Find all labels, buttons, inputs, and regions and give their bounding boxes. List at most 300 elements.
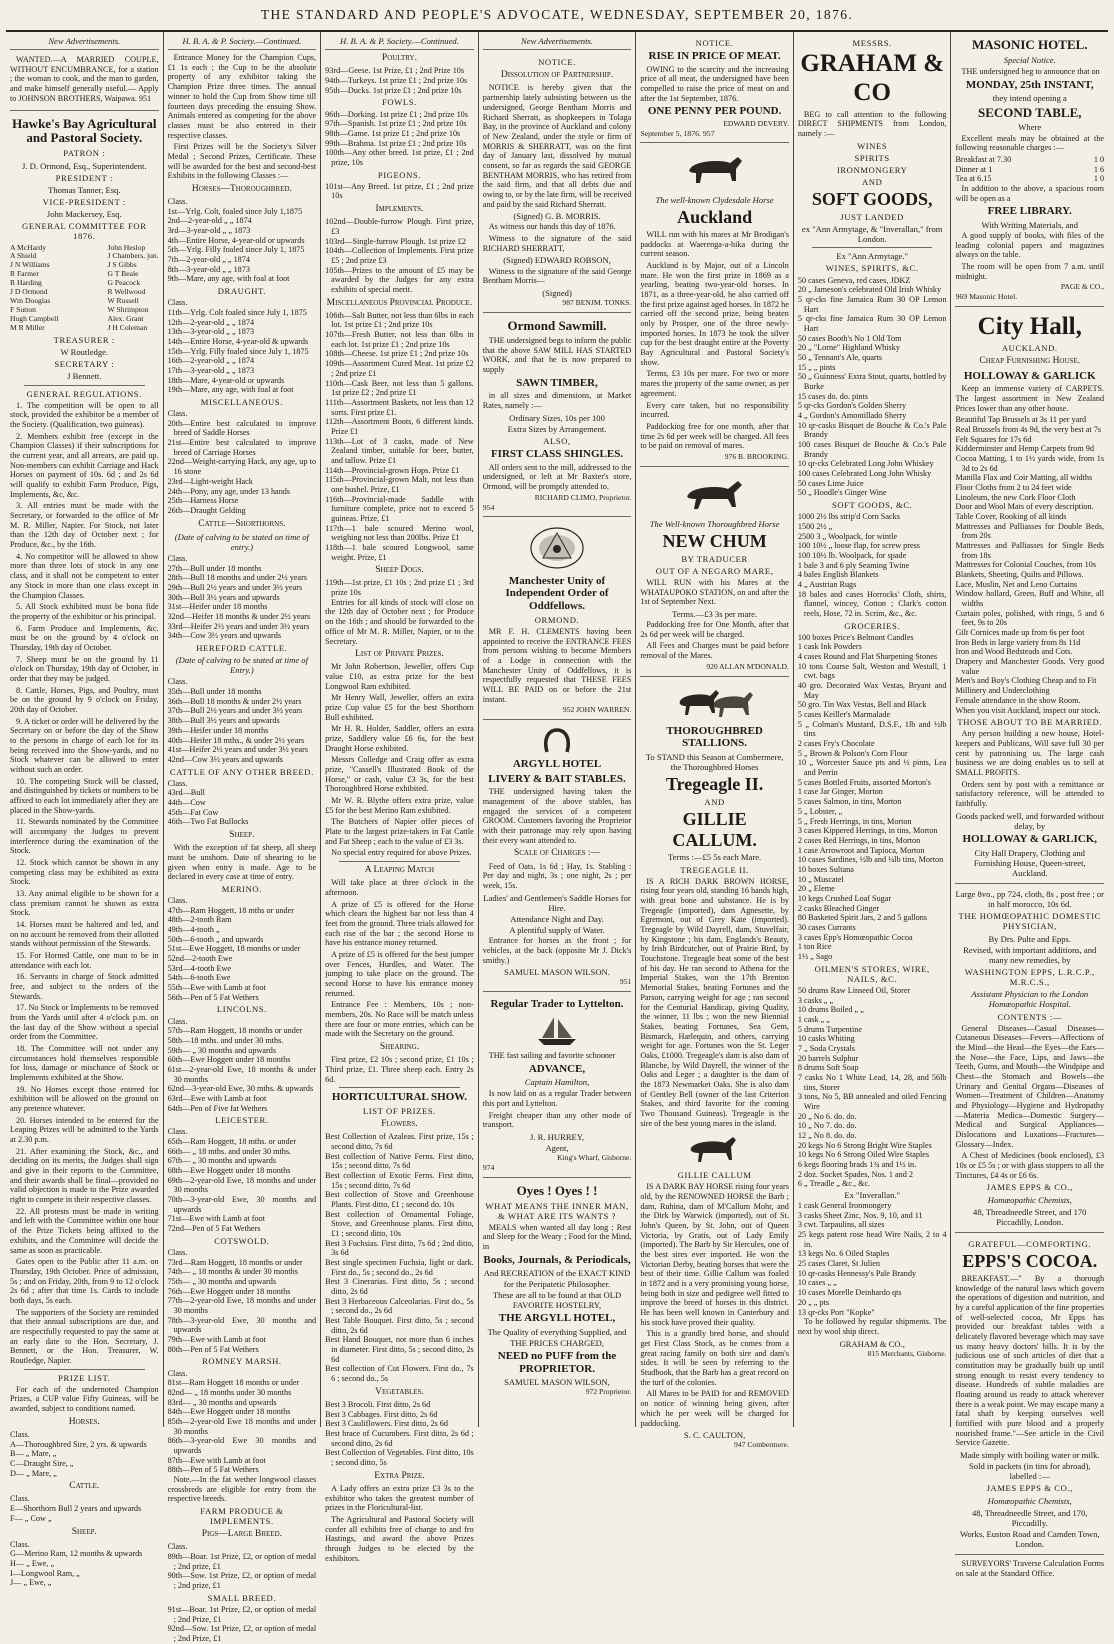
stock-item: 10 qr-cks Celebrated Long John Whiskey <box>797 459 934 469</box>
class-item: 39th—Heifer under 18 months <box>167 725 269 735</box>
tregeagle-subheading: TREGEAGLE II. <box>680 864 749 875</box>
class-item: 97th—Spanish. 1st prize £1 ; 2nd prize 10s <box>325 119 467 129</box>
class-item: 74th— „ 18 months & under 30 months <box>167 1267 298 1277</box>
shorthorns-classes <box>168 554 317 641</box>
class-item: 118th—1 bale scoured Longwool, same weight. Prize, £1 <box>325 542 474 562</box>
stock-item: 2500 3 „ Woolpack, for wintle <box>797 531 898 541</box>
class-item: Class. <box>167 1127 188 1137</box>
paragraph: Terms, £3 10s per mare. For two or more mares the property of the same owner, as per agreement. <box>640 369 789 398</box>
stock-item: 13 kegs No. 6 Oiled Staples <box>797 1249 890 1259</box>
regulation: 6. Farm Produce and Implements, &c. must be on the ground by 4 o'clock on Thursday, 19th day of October. <box>10 623 159 652</box>
lincoln-classes <box>168 1017 317 1114</box>
class-item: 109th—Assortment Cured Meat. 1st prize £2 ; 2nd prize £1 <box>325 359 474 378</box>
class-item: Class. <box>167 1247 188 1257</box>
regulation: 8. Cattle, Horses, Pigs, and Poultry, must be on the ground by 9 o'clock on Friday, 20th day of October. <box>10 685 159 714</box>
entrance-text: Entrance for horses as the front ; for vehicles, at the back (opposite Mr J. Dick's smithy.) <box>482 936 632 965</box>
stock-item: 10 kegs No 6 Strong Oiled Wire Staples <box>797 1150 930 1160</box>
saddle-horses: Ladies' and Gentlemen's Saddle Horses for Hire. <box>483 892 631 913</box>
miscellaneous-heading: MISCELLANEOUS. <box>200 396 283 407</box>
ad-number: 972 Proprietor. <box>585 1387 632 1397</box>
two-horses-icon <box>640 685 789 721</box>
stock-item: 4 „ Gordon's Amontillado Sherry <box>797 411 907 421</box>
hereford-heading: HEREFORD CATTLE. <box>196 643 288 654</box>
sheep-dogs-classes <box>325 578 474 597</box>
city-hall-heading: City Hall, <box>977 312 1082 340</box>
second-table: SECOND TABLE, <box>977 104 1082 120</box>
regulation: Gates open to the Public after 11 a.m. on Thursday, 19th October. Price of admission, 5s ; and on Friday, 20th, from 9 to 12 o'clock 2s 6d ; after that time 1s. Cards to include both days, 5s each. <box>10 1257 159 1305</box>
open-text: The room will be open from 7 a.m. until midnight. <box>955 262 1105 281</box>
cattle-heading: Cattle. <box>69 1481 100 1492</box>
class-item: D— „ Mare, „ <box>10 1468 57 1478</box>
stock-item: 3 casks Sheet Zinc, Nos. 9, 10, and 11 <box>797 1210 923 1220</box>
private-prize: No special entry required for above Prizes. <box>331 848 472 858</box>
shearing-heading: Shearing. <box>379 1042 420 1053</box>
class-item: Class. <box>167 896 188 906</box>
thoroughbred-heading: Horses—Thoroughbred. <box>191 183 292 194</box>
stock-item: 5 „ Fresh Herrings, in tins, Morton <box>797 816 912 826</box>
private-prize: Mr W. R. Blythe offers extra prize, value £5 for the best Merino Ram exhibited. <box>325 796 474 815</box>
class-item: 24th—Pony, any age, under 13 hands <box>167 486 291 496</box>
stock-item: 3 cwt. Tarpaulins, all sizes <box>797 1220 885 1230</box>
leaping-heading: A Leaping Match <box>364 865 435 876</box>
stock-item: Manilla Flax and Coir Matting, all widths <box>955 473 1093 483</box>
meals-text: Excellent meals may be obtained at the following reasonable charges :— <box>955 133 1105 153</box>
stock-item: 50 „ Hoodle's Ginger Wine <box>797 488 887 498</box>
class-item: 26th—Draught Gelding <box>167 505 246 515</box>
stock-item: 100 10½ „ loose flap, for screw press <box>797 541 920 551</box>
class-item: 5th—Yrlg. Filly foaled since July 1, 1875 <box>167 245 305 255</box>
paragraph: A prize of £5 is offered for the best jumper over Fences, Hurdles, and Water. The jumping to take place on the ground. The second Horse to have his entrance money returned. <box>325 950 474 998</box>
committee-member: J Chambers, jun. <box>107 251 159 261</box>
class-item: 106th—Salt Butter, not less than 6lbs in each lot. 1st prize £1 ; 2nd prize 10s <box>325 310 474 330</box>
stock-item: 50 „ Tennant's Ale, quarts <box>797 352 883 362</box>
oyes-question: WHAT MEANS THE INNER MAN, & WHAT ARE ITS WANTS ? <box>485 1200 629 1221</box>
stock-item: Mattresses and Palliasses for Double Beds, from 20s <box>955 521 1105 541</box>
graham-ad <box>798 34 947 1363</box>
stock-item: 1000 2½ lbs strip'd Corn Sacks <box>797 512 900 522</box>
class-item: Best Collection of Azaleas. First prize, 15s ; second ditto, 7s 6d <box>325 1132 474 1151</box>
stock-item: 10 boxes Sultana <box>797 864 854 874</box>
stallions-ad <box>640 679 789 1455</box>
argyll-heading: ARGYLL HOTEL <box>512 758 602 771</box>
column-5 <box>636 32 794 1450</box>
class-item: 64th—Pen of Five fat Wethers <box>167 1103 268 1113</box>
class-item: Best 3 Brocoli. First ditto, 2s 6d <box>325 1399 431 1409</box>
class-item: 7th—2-year-old „ „ 1874 <box>167 255 250 265</box>
regulation: 5. All Stock exhibited must be bona fide the property of the exhibitor or his principal. <box>10 602 159 621</box>
stock-item: 5 „ Lobster, „ <box>797 806 843 816</box>
and-line: AND <box>861 177 883 188</box>
committee-member: J H Coleman <box>107 323 148 333</box>
followed-text: To be followed by regular shipments. The next by wool ship direct. <box>797 1317 947 1336</box>
stock-item: 50 cases Lime Juice <box>797 478 864 488</box>
gillie-callum-text: IS A DARK BAY HORSE rising four years old, by the RENOWNED HORSE the Barb ; dam, Ruhina, dam of M'Callum Mohr, and the Dirk by Warwick (imported), out of St. John's Queen, by St. John, out of Queen Victoria, by Gratis, out of Lady Emily (imported). The Barb by Sir Hercules, one of the best sires ever imported. He won the Victorian Derby, beating horses that were the best of their time. Gillie Callum was foaled in 1872 and is a very promising young horse, being both in size and pedigree well fitted to improve the breed of horses in this district. He has been well known in Canterbury and his stock have proved their quality. <box>640 1182 789 1327</box>
stock-item: Millinery and Underclothing <box>955 686 1050 696</box>
medicine-chest: A Chest of Medicines (book enclosed), £3 10s or £5 5s ; or with glass stoppers to all the Tinctures, £4 4s or £6 6s. <box>955 1151 1105 1180</box>
schooner-icon <box>483 1015 632 1047</box>
column-header: New Advertisements. <box>10 34 159 50</box>
divider <box>24 1369 145 1370</box>
oyes-ad <box>483 1180 632 1402</box>
soft-goods-subheading: SOFT GOODS, &C. <box>831 500 913 511</box>
class-item: Best 3 Cinerarias. First ditto, 5s ; second ditto, 2s 6d <box>325 1277 474 1297</box>
regulation: 10. The competing Stock will be classed, and distinguished by tickets or numbers to be affixed to each lot immediately after they are placed in the Show-yards. <box>10 776 159 815</box>
class-item: 85th—2-year-old Ewe 18 months and under 30 months <box>167 1416 317 1436</box>
class-item: 14th—Entire Horse, 4-year-old & upwards <box>167 336 309 346</box>
shorthorns-heading: Cattle—Shorthorns. <box>198 518 286 529</box>
committee-member: J S Gibbs <box>107 260 137 270</box>
class-item: 47th—Ram Hoggett, 18 mths or under <box>167 905 295 915</box>
regulation: 2. Members exhibit free (except in the Champion Classes) if their subscriptions for the current year, and all arrears, are paid up. Non-members can exhibit Carriage and Hack Horses on payment of 10s. 6d ; and 2s 6d will qualify to exhibit Farm Produce, Pigs, Implements, &c, &c. <box>10 431 159 499</box>
sheep-heading: Sheep. <box>229 830 255 841</box>
stock-item: 4 „ Austrian Rugs <box>797 579 857 589</box>
committee-member: A Shield <box>10 251 37 261</box>
stock-item: 1500 2½ „ <box>797 521 833 531</box>
found-line: These are all to be found at that OLD FAVORITE HOSTELRY, <box>492 1289 622 1310</box>
stock-item: 3 cases Epp's Homœopathic Cocoa <box>797 932 913 942</box>
paragraph: Paddocking free for one month, after that time 2s 6d per week will be charged. All fees to be paid on removal of mares. <box>640 421 789 451</box>
class-item: 119th—1st prize, £1 10s ; 2nd prize £1 ; 3rd prize 10s <box>325 578 474 598</box>
stock-item: 50 gro. Tin Wax Vestas, Bell and Black <box>797 700 927 710</box>
paragraph: Will take place at three o'clock in the afternoon. <box>325 878 474 898</box>
signature: SAMUEL MASON WILSON. <box>504 967 610 978</box>
stock-item: 5 drums Turpentine <box>797 1024 863 1034</box>
quality-line: The Quality of everything Supplied, and <box>487 1326 627 1337</box>
committee-member: R Harding <box>10 278 42 288</box>
holloway-text: Keep an immense variety of CARPETS. The largest assortment in New Zealand Prices lower than any other house. <box>955 384 1105 413</box>
stock-item: 50 cases Booth's No 1 Old Tom <box>797 333 902 343</box>
class-item: 80th—Pen of 5 Fat Wethers <box>167 1344 259 1354</box>
signature: HOLLOWAY & GARLICK, <box>962 832 1098 845</box>
stock-item: Iron and Wood Bedsteads and Cots. <box>955 647 1073 657</box>
class-item: 71st—Ewe with Lamb at foot <box>167 1214 265 1224</box>
lyttelton-ad <box>483 994 632 1177</box>
farm-produce-heading: FARM PRODUCE & IMPLEMENTS. <box>200 1505 284 1527</box>
thoroughbred-classes <box>168 197 317 284</box>
columns <box>6 32 1108 1643</box>
class-item: 73rd—Ram Hoggett, 18 months or under <box>167 1257 303 1267</box>
meat-ad <box>640 34 789 143</box>
date-line: September 5, 1876. 957 <box>640 129 715 139</box>
city-hall-place: AUCKLAND. <box>1001 343 1058 354</box>
class-item: 102nd—Double-furrow Plough. First prize, £3 <box>325 217 474 236</box>
entries-note: Entries for all kinds of stock will close on the 12th day of October next ; for Produce on the 16th ; and should be forwarded to the office of Mr M. R. Miller, Napier, or to the Secretary. <box>325 597 474 646</box>
class-item: Best collection of Native Ferns. First ditto, 15s ; second ditto, 7s 6d <box>325 1151 474 1171</box>
class-item: 75th— „ 30 months and upwards <box>167 1276 277 1286</box>
charge-label: Breakfast at 7.30 <box>955 154 1012 164</box>
scale-heading: Scale of Charges :— <box>513 848 601 859</box>
class-item: 66th— „ 18 mths. and under 30 mths. <box>167 1146 292 1156</box>
argyll-text: THE undersigned having taken the management of the above stables, has engaged the services of a competent GROOM. Customers favoring the Proprietor with their patronage may rely upon having their every want attended to. <box>482 787 632 845</box>
signature: (Signed) <box>542 287 572 298</box>
column-header: H. B. A. & P. Society.—Continued. <box>325 34 474 50</box>
charge-row <box>955 174 1104 184</box>
stock-item: 50 „ Guinness' Extra Stout, quarts, bottled by Burke <box>797 372 947 391</box>
goods-line: Goods packed well, and forwarded without delay, by <box>955 810 1104 831</box>
class-item: Class. <box>167 1542 188 1552</box>
charge-row <box>955 155 1104 165</box>
class-item: 114th—Provincial-grown Hops. Prize £1 <box>325 465 460 475</box>
cocoa-made: Made simply with boiling water or milk. <box>959 1449 1100 1460</box>
class-item: 56th—Pen of 5 Fat Wethers <box>167 992 259 1002</box>
captain: Captain Hamilton, <box>524 1077 590 1088</box>
meat-heading: RISE IN PRICE OF MEAT. <box>648 50 781 63</box>
sawmill-sizes: in all sizes and dimensions, at Market Rates, namely :— <box>482 391 632 410</box>
stallions-text: To STAND this Season at Combermere, the Thoroughbred Horses <box>645 752 784 773</box>
charge-price: 1 6 <box>1093 164 1105 174</box>
prices-line: THE PRICES CHARGED, <box>510 1337 604 1348</box>
stock-item: 10 cases „ „ <box>797 1278 837 1288</box>
stock-item: 1 ton Rice <box>797 942 832 952</box>
meat-price: ONE PENNY PER POUND. <box>647 105 782 118</box>
committee-member: A McHardy <box>10 242 47 252</box>
class-item: 53rd—4-tooth Ewe <box>167 963 232 973</box>
sheep-dogs-heading: Sheep Dogs. <box>375 565 424 576</box>
merino-heading: MERINO. <box>221 883 262 894</box>
partnership-ad <box>483 53 632 313</box>
other-breed-heading: CATTLE OF ANY OTHER BREED. <box>169 766 314 777</box>
and-line: AND <box>704 796 725 807</box>
stock-item: 50 drums Raw Linseed Oil, Storer <box>797 985 911 995</box>
secretary: J Bennett. <box>67 371 102 382</box>
hereford-classes <box>168 677 317 764</box>
class-item: 52nd—2-tooth Ewe <box>167 954 233 964</box>
sheep-classes <box>10 1540 159 1588</box>
dissolution-text: NOTICE is hereby given that the partnership lately subsisting between us the undersigned, George Bentham Morris and Richard Sherratt, as shopkeepers in Tolaga Bay, in the province of Auckland and colony of New Zealand, under the style or firm of MORRIS & SHERRATT, was on the first day of January last, dissolved by mutual consent, so far as regards the said GEORGE BENTHAM MORRIS, who has retired from the said firm, and that all debts due and owing to, or by the late firm, will be received and paid by the said Richard Sherratt. <box>482 83 632 209</box>
books-line: Books, Journals, & Periodicals, <box>483 1253 631 1266</box>
class-item: 35th—Bull under 18 months <box>167 687 262 697</box>
class-item: 54th—6-tooth Ewe <box>167 973 231 983</box>
stock-item: 50 cases Geneva, red cases, JDKZ <box>797 275 911 285</box>
regulation: 1. The competition will be open to all stock, provided the exhibitor be a member of the Society. (Qualification, two guineas). <box>10 400 159 430</box>
stock-item: 1 bale 3 and 6 ply Seaming Twine <box>797 560 910 570</box>
sawmill-orders: All orders sent to the mill, addressed to the undersigned, or left at Mr Baxter's store, Ormond, will be promptly attended to. <box>482 462 632 491</box>
works-address: Works, Euston Road and Camden Town, London. <box>959 1528 1100 1550</box>
stock-item: 2 doz. Socket Spades, Nos. 1 and 2 <box>797 1169 913 1179</box>
class-item: 29th—Bull 2½ years and under 3½ years <box>167 583 303 593</box>
firm-address: 48, Threadneedle Street, and 170, Piccadilly. <box>971 1507 1088 1528</box>
ordinary-sizes: Ordinary Sizes, 10s per 100 <box>509 412 605 423</box>
divider <box>812 247 933 248</box>
stock-item: 20 „ „ pts <box>797 1297 830 1307</box>
committee-names <box>10 244 159 334</box>
regulations-list <box>10 401 159 1366</box>
stock-item: 8 drums Soft Soap <box>797 1063 859 1073</box>
class-item: Best Hand Bouquet, not more than 6 inches in diameter. First ditto, 5s ; second ditto, 2s 6d <box>325 1335 474 1364</box>
class-item: 17th—3-year-old „ „ 1873 <box>167 365 255 375</box>
class-item: 22nd—Weight-carrying Hack, any age, up to 16 stone <box>167 457 317 477</box>
new-chum-heading: NEW CHUM <box>662 530 767 551</box>
gillie-callum-text-2: This is a grandly bred horse, and should get First Class Stock, as he comes from a great racing family on both sire and dam's sides. It will be seen by referring to the Studbook, that the Barb has a great record on the turf of the colonies. <box>640 1329 789 1387</box>
free-library: FREE LIBRARY. <box>987 205 1072 218</box>
class-item: 91st—Boar. 1st Prize, £2, or option of medal ; 2nd Prize, £1 <box>167 1604 317 1624</box>
class-item: 63rd—Ewe with Lamb at foot <box>167 1093 267 1103</box>
regulation: 21. After examining the Stock, &c., and deciding on its merits, the Judges shall sign and give in their reports to the Committee, and their awards shall be final—provided no valid objection is made to the Prize awarded right to compete in their respective classes. <box>10 1146 159 1205</box>
signature: PAGE & CO., <box>1060 282 1105 292</box>
firm-address: 48, Threadneedle Street, and 170 Piccadilly, London. <box>973 1206 1087 1227</box>
stock-item: Floor Cloths from 2 to 24 feet wide <box>955 483 1072 493</box>
epps-cocoa-ad <box>955 1235 1104 1555</box>
society-ad <box>10 113 159 1593</box>
stock-item: 100 10½ lb. Woolpack, for spade <box>797 550 907 560</box>
revised-line: Revised, with important additions, and many new remedies, by <box>963 944 1097 965</box>
stock-item: Mattresses for Colonial Couches, from 10s <box>955 560 1096 570</box>
class-item: 50th—6-tooth „ and upwards <box>167 934 264 944</box>
class-item: Class. <box>10 1494 30 1504</box>
stock-item: 10 tons Coarse Salt, Weston and Westall, 1 cwt. bags <box>797 661 947 681</box>
class-item: 89th—Boar. 1st Prize, £2, or option of medal ; 2nd prize, £1 <box>167 1552 317 1571</box>
regulation: 4. No competitor will be allowed to show more than three lots of stock in any one class, and it shall not be competent to enter any Stock in more than one class except in the Champion Classes. <box>10 551 159 600</box>
tregeagle-heading: Tregeagle II. <box>665 774 764 795</box>
regulation: 13. Any animal eligible to be shown for a class premium cannot be shown as extra Stock. <box>10 888 159 918</box>
city-hall-ad <box>955 309 1104 884</box>
signature: RICHARD CLIMO, Proprietor. <box>534 492 632 502</box>
gillie-callum-subheading: GILLIE CALLUM <box>677 1170 752 1181</box>
committee-member: G T Beale <box>107 269 139 279</box>
stock-item: 10 qr-casks Bisquet de Bouche & Co.'s Pale Brandy <box>797 420 947 440</box>
stock-item: 5 „ Brown & Polson's Corn Flour <box>797 748 908 758</box>
stock-item: 20 kegs No 6 Strong Bright Wire Staples <box>797 1140 932 1150</box>
class-item: 40th—Heifer 18 mths., & under 2½ years <box>167 735 305 745</box>
also: ALSO, <box>543 435 571 446</box>
regulation: 14. Horses must be haltered and led, and on no account be removed from their allotted stands without permission of the Stewards. <box>10 920 159 949</box>
class-item: 4th—Entire Horse, 4-year-old or upwards <box>167 235 305 245</box>
ship-ex: Ex "Ann Armytage." <box>836 251 909 262</box>
stock-item: 4 bales English Blankets <box>797 570 879 580</box>
wines-list <box>798 276 947 498</box>
groceries-list <box>798 633 947 962</box>
spirits-line: SPIRITS <box>854 152 890 163</box>
stock-item: 1 case Jar Ginger, Morton <box>797 787 883 797</box>
treasurer-heading: TREASURER : <box>53 335 115 346</box>
stallions-heading: THOROUGHBRED STALLIONS. <box>666 724 763 750</box>
paragraph: Every care taken, but no responsibility incurred. <box>640 400 789 420</box>
class-item: 2nd—2-year-old „ „ 1874 <box>167 216 252 226</box>
stock-item: Iron Beds in large variety from 8s 11d <box>955 637 1081 647</box>
regulation: 18. The Committee will not under any circumstances hold themselves responsible for loss, damage or mischance of Stock or Implements exhibited at the Show. <box>10 1044 159 1083</box>
class-item: Class. <box>167 1368 188 1378</box>
fowls-heading: FOWLS. <box>382 97 417 108</box>
class-item: 60th—Ewe Hoggett under 18 months <box>167 1055 291 1065</box>
shingles: FIRST CLASS SHINGLES. <box>490 447 624 460</box>
regulation: 7. Sheep must be on the ground by 11 o'clock on Thursday, 19th day of October, in order that they may be judged. <box>10 654 159 683</box>
prize-list-heading: PRIZE LIST. <box>58 1372 111 1383</box>
lyttelton-heading: Regular Trader to Lyttelton. <box>490 998 624 1011</box>
divider <box>339 1087 460 1088</box>
auckland-horse-ad <box>640 145 789 467</box>
regulation: 22. All protests must be made in writing and left with the Committee within one hour of the Prize Tickets being affixed to the exhibits, and the Committee will decide the same as soon as practicable. <box>10 1206 159 1255</box>
stock-item: 100 cases Bisquet de Bouche & Co.'s Pale Brandy <box>797 440 947 459</box>
lodge-emblem-icon <box>483 525 632 571</box>
charge-price: 1 0 <box>1093 154 1105 164</box>
address: City Hall Drapery, Clothing and Furnishing House, Queen-street, Auckland. <box>973 847 1086 878</box>
cotswold-heading: COTSWOLD. <box>214 1235 270 1246</box>
stock-item: 100 cases Celebrated Long John Whisky <box>797 469 932 479</box>
intend-line: they intend opening a <box>992 93 1067 104</box>
vice-president-heading: VICE-PRESIDENT : <box>42 196 126 207</box>
crossbred-note: Note.—In the fat wether longwool classes crossbreds are eligible for entry from the respective breeds. <box>167 1474 317 1504</box>
fowls-classes <box>325 110 474 168</box>
secretary-heading: SECRETARY : <box>54 359 115 370</box>
class-item: 3rd—3-year-old „ „ 1873 <box>167 226 251 236</box>
stock-item: 1 case Arrowroot and Tapioca, Morton <box>797 845 925 855</box>
column-1 <box>6 32 164 1588</box>
committee-member: G Peacock <box>107 278 141 288</box>
stock-item: 6 kegs flooring brads 1¾ and 1½ in. <box>797 1159 917 1169</box>
signature: (Signed) EDWARD ROBSON, <box>503 255 611 266</box>
stock-item: 20 „ No 6. do. do. <box>797 1111 857 1121</box>
stock-item: 3 cases Kippered Herrings, in tins, Morton <box>797 826 938 836</box>
auckland-caption: The well-known Clydesdale Horse <box>655 195 774 206</box>
stock-item: 1½ „ Sago <box>797 951 833 961</box>
class-item: 11th—Yrlg. Colt foaled since July 1, 1875 <box>167 307 307 317</box>
charge-label: Tea at 6.15 <box>955 174 992 184</box>
paddocking-text: Paddocking free for One Month, after that 2s 6d per week will be charged. <box>640 620 789 639</box>
ad-number: 987 BENJM. TONKS. <box>562 298 632 307</box>
masonic-heading: MASONIC HOTEL. <box>971 37 1088 52</box>
stock-item: 5 cases Bottled Fruits, assorted Morton's <box>797 777 931 787</box>
class-item: 90th—Sow. 1st Prize, £2, or option of medal ; 2nd prize, £1 <box>167 1571 317 1591</box>
committee-heading: GENERAL COMMITTEE FOR 1876. <box>22 221 147 242</box>
stock-item: 10 cases Morelle Deinhardo qts <box>797 1288 902 1298</box>
class-item: Best single specimen Fuchsia, light or dark. First do., 5s ; second do., 2s 6d <box>325 1258 474 1277</box>
authors: By Drs. Pulte and Epps. <box>988 933 1072 944</box>
masthead: THE STANDARD AND PEOPLE'S ADVOCATE, WEDNESDAY, SEPTEMBER 20, 1876. <box>6 0 1108 32</box>
horse-icon <box>640 1132 789 1166</box>
regulations-heading: GENERAL REGULATIONS. <box>26 388 142 399</box>
stock-item: 5 qr-cks Gordon's Golden Sherry <box>797 401 907 411</box>
class-item: Class. <box>167 197 188 207</box>
hereford-note: (Date of calving to be stated at time of Entry.) <box>175 655 308 676</box>
class-item: 48th—2-tooth Ram <box>167 915 232 925</box>
class-item: 94th—Turkeys. 1st prize £1 ; 2nd prize 10s <box>325 76 468 86</box>
class-item: 1st—Yrlg. Colt, foaled since July 1,1875 <box>167 206 303 216</box>
ad-number: 952 JOHN WARREN. <box>562 705 632 715</box>
divider <box>24 385 145 386</box>
class-item: 16th—2-year-old „ „ 1874 <box>167 356 255 366</box>
ad-number: 974 <box>482 1163 495 1173</box>
shearing-text: First prize, £2 10s ; second prize, £1 10s ; Third prize, £1. Three sheep each. Entry 2s 6d. <box>325 1055 474 1084</box>
meat-text: OWING to the scarcity and the increasing price of all meat, the undersigned have been compelled to raise the price of meat on and after the 1st September, 1876. <box>640 64 789 103</box>
class-item: 111th—Assortment Baskets, not less than 12 sorts. First prize £1. <box>325 397 474 417</box>
contents-heading: CONTENTS :— <box>997 1011 1063 1022</box>
fees-text: All Fees and Charges must be paid before removal of the Mares. <box>640 641 789 661</box>
pigs-heading: Pigs—Large Breed. <box>201 1529 283 1540</box>
vice-president: John Mackersey, Esq. <box>46 209 122 220</box>
surveyors-text: SURVEYORS' Traverse Calculation Forms on sale at the Standard Office. <box>955 1559 1105 1578</box>
reviser: WASHINGTON EPPS, L.R.C.P., M.R.C.S., <box>964 967 1095 988</box>
class-item: 99th—Brahma. 1st prize £1 ; 2nd prize 10s <box>325 138 467 148</box>
class-item: J— „ Ewe, „ <box>10 1578 52 1588</box>
committee-member: Alex. Grant <box>107 314 144 324</box>
stock-item: 3 casks „ „ <box>797 995 834 1005</box>
class-item: 88th—Pen of 5 Fat Wethers <box>167 1465 259 1475</box>
oilmen-heading: OILMEN'S STORES, WIRE, NAILS, &C. <box>814 963 930 984</box>
groceries-heading: GROCERIES. <box>844 620 901 631</box>
epps-physician-ad <box>955 886 1104 1233</box>
stock-item: 10 casks Whiting <box>797 1034 855 1044</box>
stock-item: 15 cases do. do. pints <box>797 391 868 401</box>
stock-item: 7 „ Soda Crystals <box>797 1043 855 1053</box>
class-item: 37th—Bull 2½ years and under 3½ years <box>167 706 303 716</box>
lyttelton-freight: Freight cheaper than any other mode of transport. <box>482 1110 632 1130</box>
class-item: 93rd—Geese. 1st Prize, £1 ; 2nd Prize 10s <box>325 66 465 76</box>
regulation: 17. No Stock or Implements to be removed from the Yards until after 4 o'clock p.m. on the last day of the Show without a special order from the Committee. <box>10 1003 159 1042</box>
patron: J. D. Ormond, Esq., Superintendent. <box>21 160 147 171</box>
class-item: Class. <box>167 409 188 419</box>
auckland-heading: Auckland <box>677 207 753 228</box>
regulation: 11. Stewards nominated by the Committee will accompany the Judges to prevent interference during the examination of the Stock. <box>10 817 159 856</box>
